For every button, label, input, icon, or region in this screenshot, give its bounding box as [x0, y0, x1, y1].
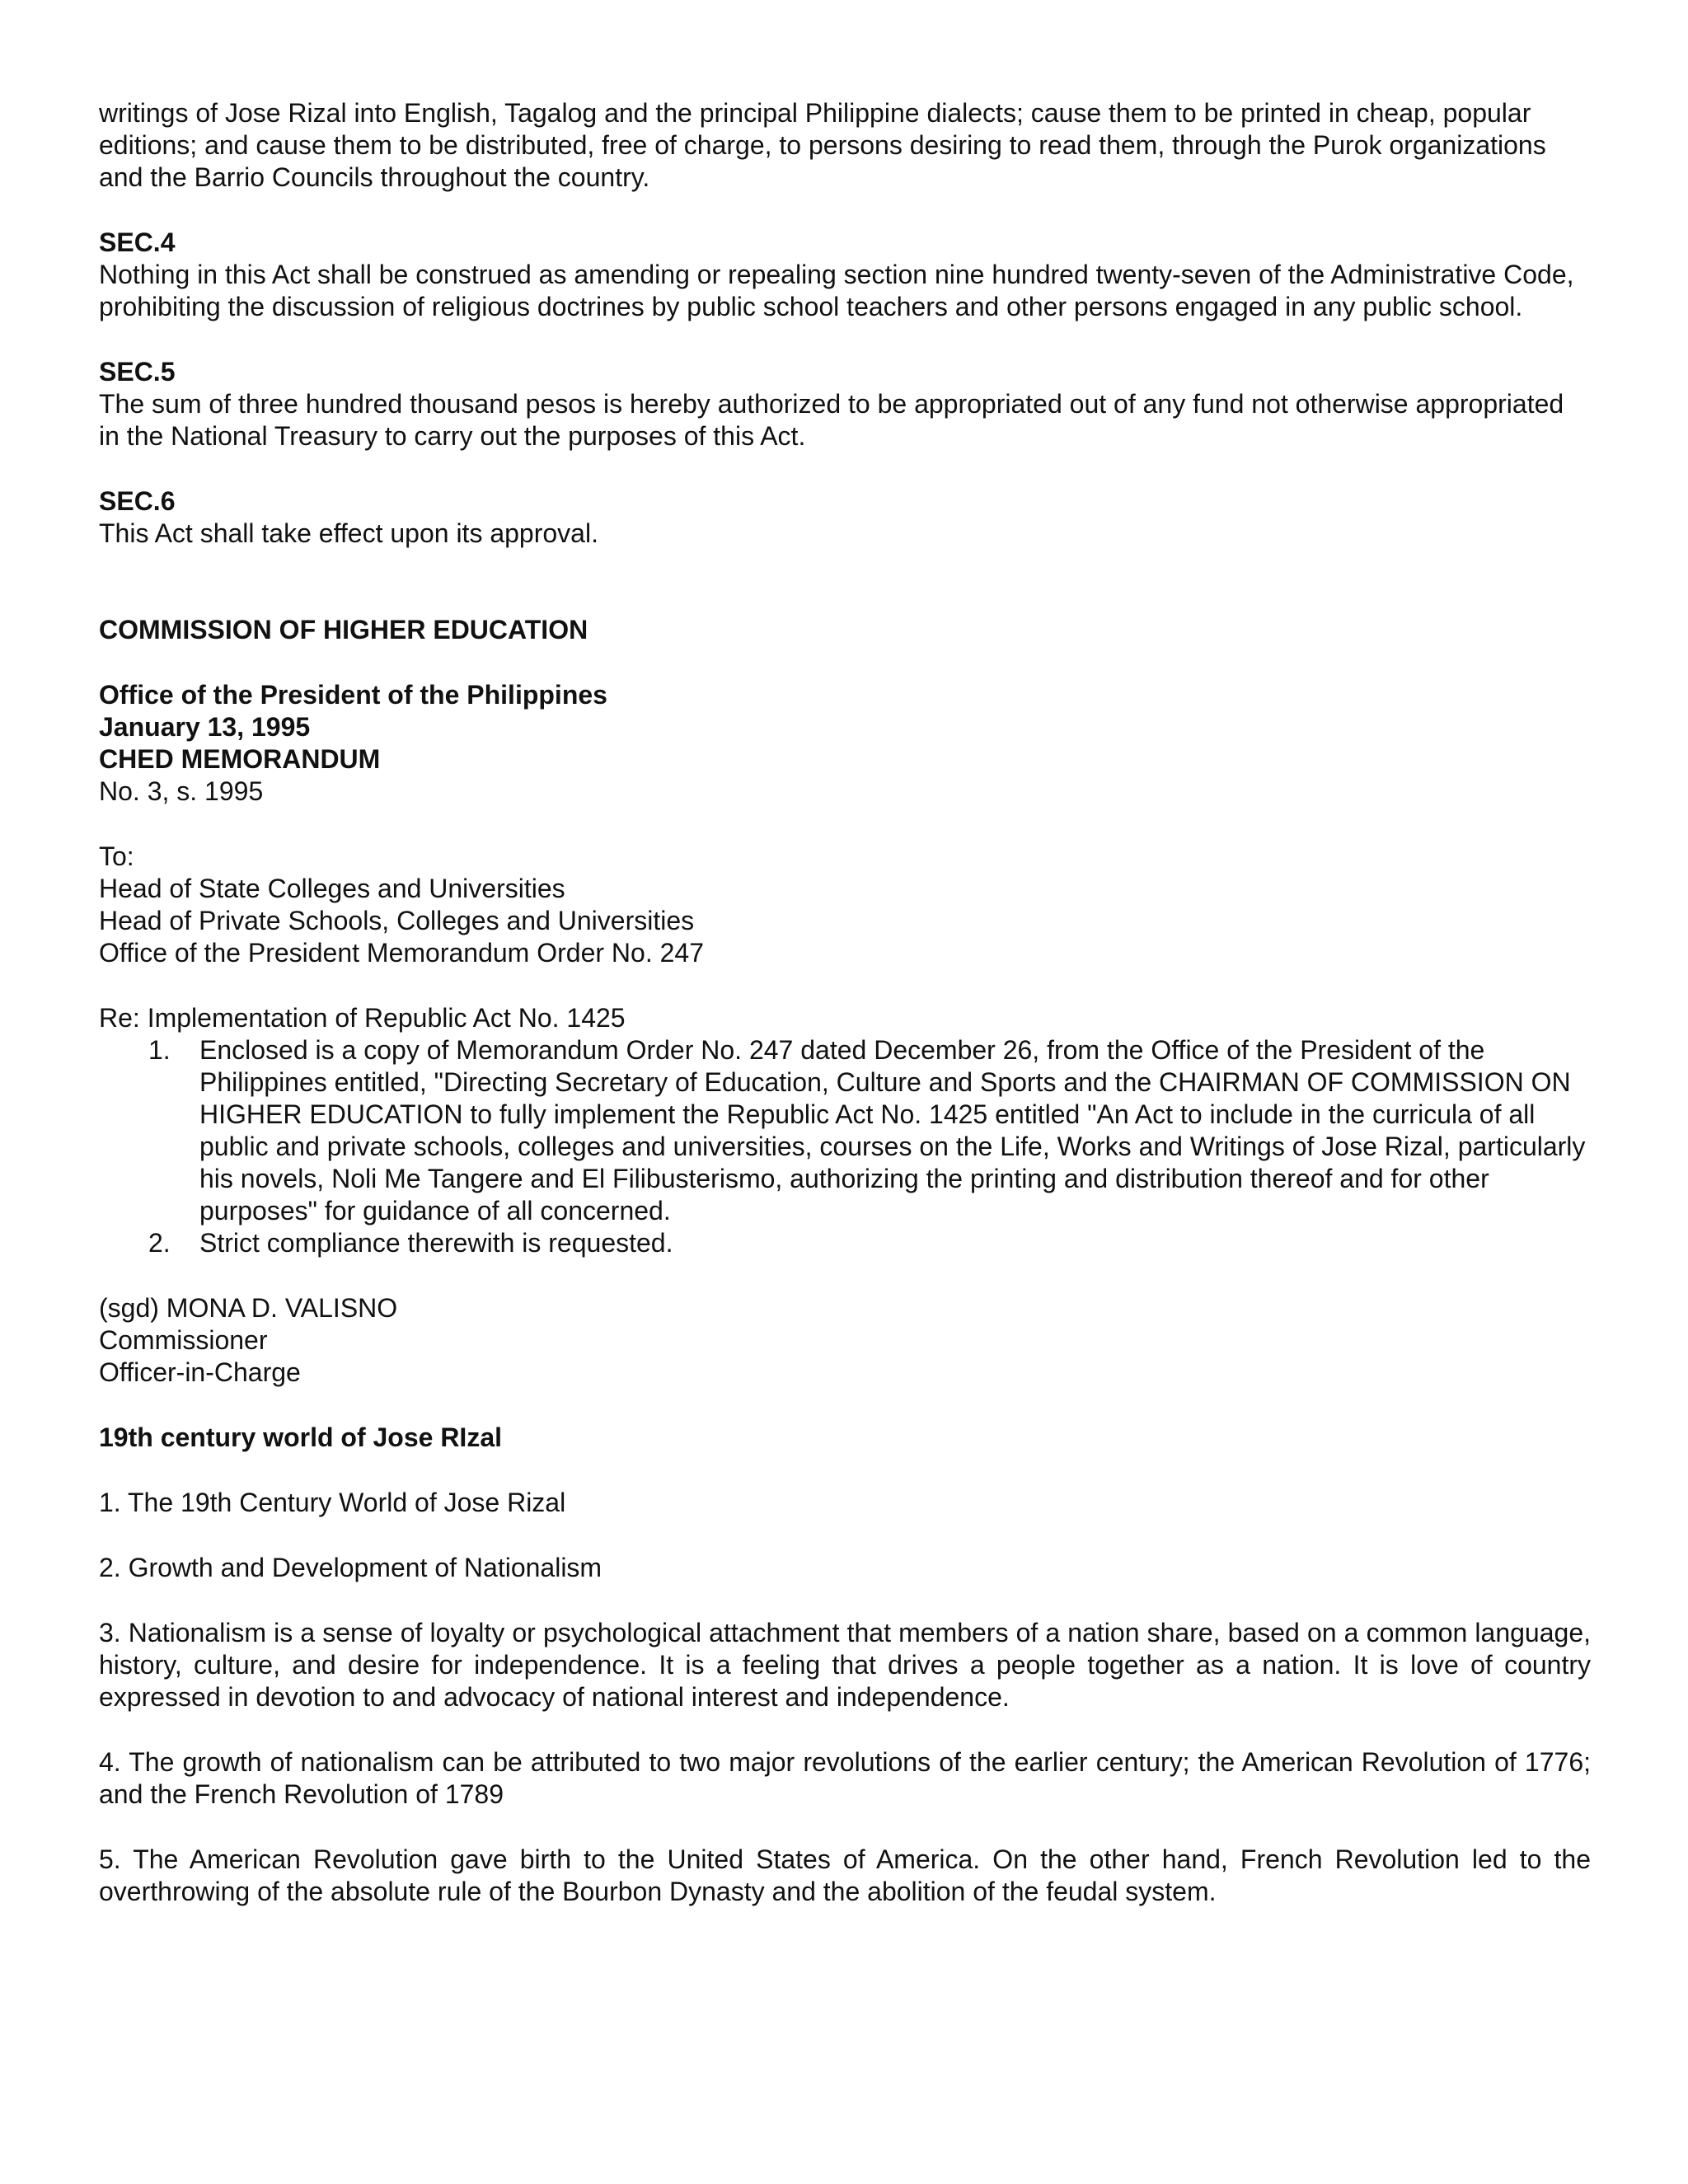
memo-item-number: 2.: [148, 1228, 171, 1258]
signature-block: [99, 1292, 1591, 1389]
century-heading: 19th century world of Jose RIzal: [99, 1422, 502, 1452]
section-heading: SEC.4: [99, 227, 176, 257]
section-text: This Act shall take effect upon its approval.: [99, 518, 598, 548]
century-point: 5. The American Revolution gave birth to the United States of America. On the other hand, French Revolution led to the overthrowing of the absolute rule of the Bourbon Dynasty and the abolition of the feudal system.: [99, 1844, 1591, 1906]
section-5: [99, 356, 1591, 452]
memo-item: [99, 1034, 1591, 1227]
memo-items: [99, 1034, 1591, 1259]
memo-title: CHED MEMORANDUM: [99, 744, 381, 774]
recipient-1: Head of State Colleges and Universities: [99, 874, 565, 903]
century-point: 3. Nationalism is a sense of loyalty or psychological attachment that members of a nation share, based on a common language, history, culture, and desire for independence. It is a feeling that drives a people together as a nation. It is love of country expressed in devotion to and advocacy of national interest and independence.: [99, 1618, 1591, 1712]
memo-re: Re: Implementation of Republic Act No. 1425: [99, 1003, 626, 1033]
recipient-2: Head of Private Schools, Colleges and Universities: [99, 906, 695, 935]
memo-item: [99, 1227, 1591, 1259]
intro-paragraph: writings of Jose Rizal into English, Tagalog and the principal Philippine dialects; cause them to be printed in cheap, popular editions; and cause them to be distributed, free of charge, to persons desiring to read them, through the Purok organizations and the Barrio Councils throughout the country.: [99, 98, 1546, 192]
to-label: To:: [99, 841, 134, 871]
memo-header: [99, 679, 1591, 808]
signatory: (sgd) MONA D. VALISNO: [99, 1293, 398, 1323]
section-6: [99, 485, 1591, 550]
memo-item-number: 1.: [148, 1035, 171, 1065]
memo-item-text: Enclosed is a copy of Memorandum Order No. 247 dated December 26, from the Office of the President of the Philippines entitled, "Directing Secretary of Education, Culture and Sports and the CHAIRMAN OF COMMISSION ON HIGHER EDUCATION to fully implement the Republic Act No. 1425 entitled "An Act to include in the curricula of all public and private schools, colleges and universities, courses on the Life, Works and Writings of Jose Rizal, particularly his novels, Noli Me Tangere and El Filibusterismo, authorizing the printing and distribution thereof and for other purposes" for guidance of all concerned.: [199, 1035, 1586, 1226]
commission-heading: COMMISSION OF HIGHER EDUCATION: [99, 615, 588, 644]
century-point: 2. Growth and Development of Nationalism: [99, 1553, 603, 1582]
memo-number: No. 3, s. 1995: [99, 776, 264, 806]
section-heading: SEC.5: [99, 357, 176, 387]
memo-date: January 13, 1995: [99, 712, 311, 742]
section-heading: SEC.6: [99, 486, 176, 516]
memo-office: Office of the President of the Philippines: [99, 680, 607, 710]
memo-recipients: [99, 841, 1591, 969]
section-text: The sum of three hundred thousand pesos is hereby authorized to be appropriated out of any fund not otherwise appropriated in the National Treasury to carry out the purposes of this Act.: [99, 389, 1564, 451]
century-point: 1. The 19th Century World of Jose Rizal: [99, 1488, 566, 1517]
recipient-3: Office of the President Memorandum Order No. 247: [99, 938, 704, 968]
memo-item-text: Strict compliance therewith is requested.: [199, 1228, 673, 1258]
signatory-role: Officer-in-Charge: [99, 1357, 301, 1387]
section-4: [99, 227, 1591, 323]
century-point: 4. The growth of nationalism can be attributed to two major revolutions of the earlier century; the American Revolution of 1776; and the French Revolution of 1789: [99, 1747, 1591, 1809]
section-text: Nothing in this Act shall be construed as amending or repealing section nine hundred twenty-seven of the Administrative Code, prohibiting the discussion of religious doctrines by public school teachers and other persons engaged in any public school.: [99, 260, 1574, 321]
document-page: [99, 97, 1591, 1908]
signatory-position: Commissioner: [99, 1325, 268, 1355]
